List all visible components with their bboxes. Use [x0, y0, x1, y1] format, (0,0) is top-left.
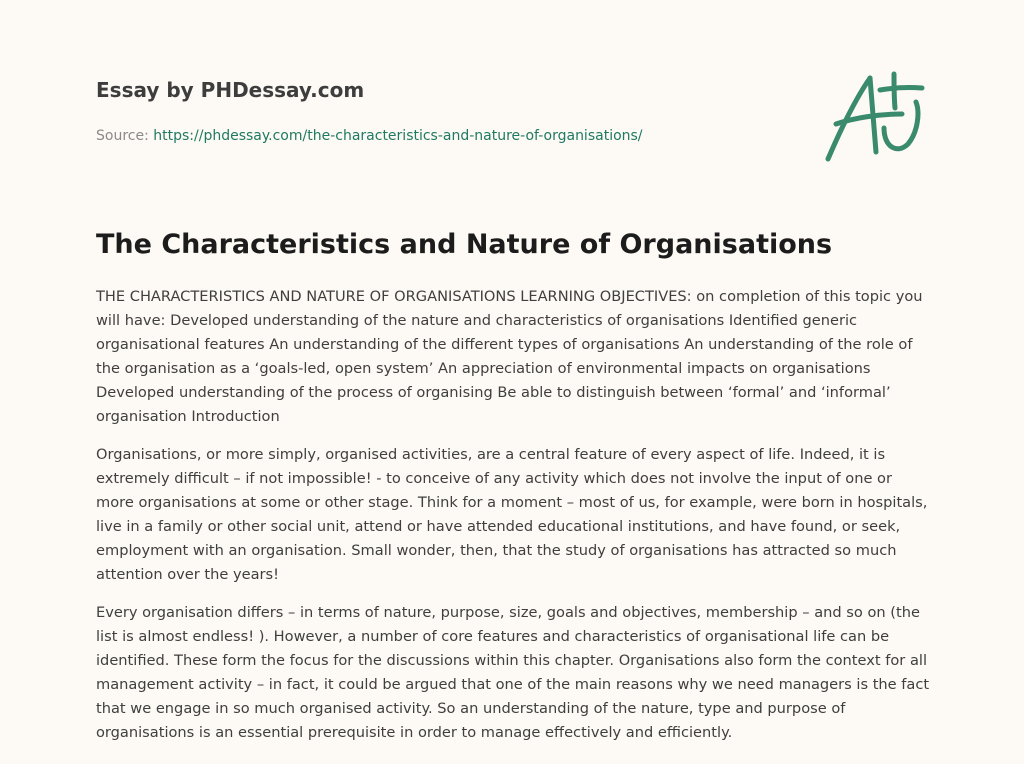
paragraph: Organisations, or more simply, organised activities, are a central feature of every aspect of life. Indeed, it is extremely difficult – if not impossible! - to conceive of any activity which does not involve the input of one or more organisations at some or other stage. Think for a moment – most of us, for example, were born in hospitals, live in a family or other social unit, attend or have attended educational institutions, and have found, or seek, employment with an organisation. Small wonder, then, that the study of organisations has attracted so much attention over the years! [96, 446, 928, 583]
paragraph: THE CHARACTERISTICS AND NATURE OF ORGANISATIONS LEARNING OBJECTIVES: on completion of this topic you will have: Developed understanding of the nature and characteristics of organisations Identified generic organisational features An understanding of the different types of organisations An understanding of the role of the organisation as a ‘goals-led, open system’ An appreciation of environmental impacts on organisations Developed understanding of the process of organising Be able to distinguish between ‘formal’ and ‘informal’ organisation Introduction [96, 288, 923, 425]
paragraph: Every organisation differs – in terms of nature, purpose, size, goals and objectives, membership – and so on (the list is almost endless! ). However, a number of core features and characteristics of organisational life can be identified. These form the focus for the discussions within this chapter. Organisations also form the context for all management activity – in fact, it could be argued that one of the main reasons why we need managers is the fact that we engage in so much organised activity. So an understanding of the nature, type and purpose of organisations is an essential prerequisite in order to manage effectively and efficiently. [96, 604, 930, 741]
essay-title: The Characteristics and Nature of Organisations [96, 229, 833, 260]
page-header [96, 76, 796, 146]
source-label: Source: [96, 128, 149, 144]
a-plus-logo-icon [822, 66, 932, 166]
source-line [96, 126, 796, 146]
source-link[interactable]: https://phdessay.com/the-characteristics-and-nature-of-organisations/ [153, 128, 643, 144]
brand-title: Essay by PHDessay.com [96, 78, 365, 102]
essay-body [96, 285, 932, 759]
